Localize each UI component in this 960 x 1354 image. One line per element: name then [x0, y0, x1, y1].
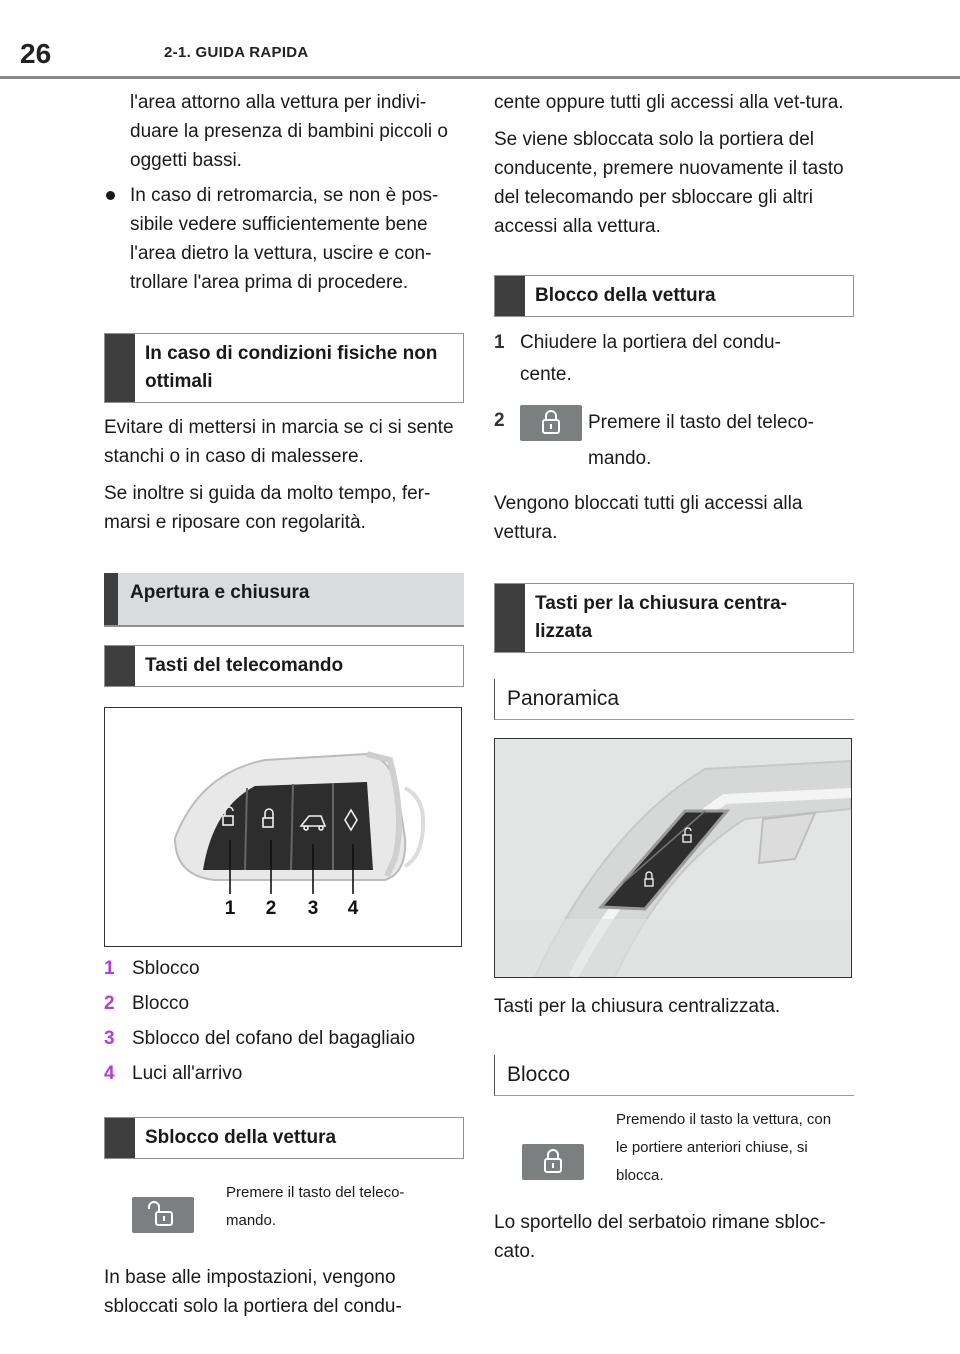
key-legend-text: Sblocco del cofano del bagagliaio	[132, 1028, 416, 1049]
lock-step-2	[494, 405, 854, 477]
unlock-instruction	[104, 1179, 464, 1235]
list-item	[104, 951, 464, 986]
padlock-closed-icon	[520, 405, 582, 441]
key-fob-figure	[104, 707, 462, 947]
lock-step-1	[494, 327, 854, 391]
page-number: 26	[20, 38, 52, 69]
box-health-title: In caso di condizioni fisiche non ottimali	[145, 343, 438, 392]
health-paragraph-1: Evitare di mettersi in marcia se ci si sente stanchi o in caso di malessere.	[104, 417, 454, 467]
right-continuation-2: Se viene sbloccata solo la portiera del conducente, premere nuovamente il tasto del telecomando per sbloccare gli altri accessi alla vettura.	[494, 129, 844, 237]
box-lock	[494, 275, 854, 317]
page-header	[0, 0, 960, 78]
lock-instruction	[494, 1106, 854, 1190]
box-lock-title: Blocco della vettura	[535, 285, 716, 306]
key-legend-num: 3	[104, 1028, 115, 1049]
list-item	[104, 1021, 464, 1056]
box-health	[104, 333, 464, 403]
fuel-flap-paragraph: Lo sportello del serbatoio rimane sbloc-cato.	[494, 1212, 826, 1262]
intro-continuation: l'area attorno alla vettura per indivi-duare la presenza di bambini piccoli o oggetti bassi.	[130, 92, 448, 171]
key-label-3: 3	[307, 898, 319, 919]
key-legend-num: 1	[104, 958, 115, 979]
lock-step-1-text: Chiudere la portiera del condu-cente.	[520, 332, 781, 385]
header-rule	[0, 76, 960, 79]
figure-caption: Tasti per la chiusura centralizzata.	[494, 996, 781, 1017]
subhead-overview	[494, 679, 854, 720]
key-legend-text: Luci all'arrivo	[132, 1063, 243, 1084]
subhead-lock	[494, 1055, 854, 1096]
padlock-closed-icon	[522, 1144, 584, 1180]
key-legend-text: Blocco	[132, 993, 190, 1014]
right-continuation-1: cente oppure tutti gli accessi alla vet-tura.	[494, 92, 844, 113]
key-legend-text: Sblocco	[132, 958, 200, 979]
key-legend-num: 2	[104, 993, 115, 1014]
box-central-title: Tasti per la chiusura centra-lizzata	[535, 593, 788, 642]
bullet-reverse: In caso di retromarcia, se non è pos-sibile vedere sufficientemente bene l'area dietro la vettura, uscire e con-trollare l'area prima di procedere.	[104, 181, 464, 297]
section-open-close	[104, 573, 464, 627]
subhead-lock-text: Blocco	[507, 1063, 571, 1086]
key-label-4: 4	[347, 898, 359, 919]
box-unlock	[104, 1117, 464, 1159]
padlock-open-icon	[132, 1197, 194, 1233]
box-central-locking	[494, 583, 854, 653]
unlock-instruction-text: Premere il tasto del teleco-mando.	[226, 1184, 405, 1229]
chapter-title: 2-1. GUIDA RAPIDA	[164, 44, 309, 61]
key-legend	[104, 951, 464, 1091]
section-open-close-title: Apertura e chiusura	[130, 582, 310, 603]
box-remote-keys	[104, 645, 464, 687]
list-item	[104, 1056, 464, 1091]
key-label-1: 1	[224, 898, 236, 919]
list-item	[104, 986, 464, 1021]
key-fob-illustration	[105, 708, 461, 946]
lock-paragraph: Vengono bloccati tutti gli accessi alla vettura.	[494, 493, 803, 543]
right-column	[494, 88, 854, 1266]
left-column	[104, 88, 464, 1321]
door-buttons-figure	[494, 738, 852, 978]
lock-step-1-num: 1	[494, 332, 505, 353]
key-label-2: 2	[265, 898, 277, 919]
key-legend-num: 4	[104, 1063, 115, 1084]
subhead-overview-text: Panoramica	[507, 687, 620, 710]
lock-step-2-text: Premere il tasto del teleco-mando.	[588, 412, 814, 469]
box-remote-title: Tasti del telecomando	[145, 655, 344, 676]
health-paragraph-2: Se inoltre si guida da molto tempo, fer-marsi e riposare con regolarità.	[104, 483, 431, 533]
lock-step-2-num: 2	[494, 410, 505, 431]
door-buttons-illustration	[495, 739, 851, 977]
unlock-paragraph: In base alle impostazioni, vengono sbloccati solo la portiera del condu-	[104, 1267, 402, 1317]
lock-instruction-text: Premendo il tasto la vettura, con le portiere anteriori chiuse, si blocca.	[616, 1111, 832, 1184]
box-unlock-title: Sblocco della vettura	[145, 1127, 337, 1148]
